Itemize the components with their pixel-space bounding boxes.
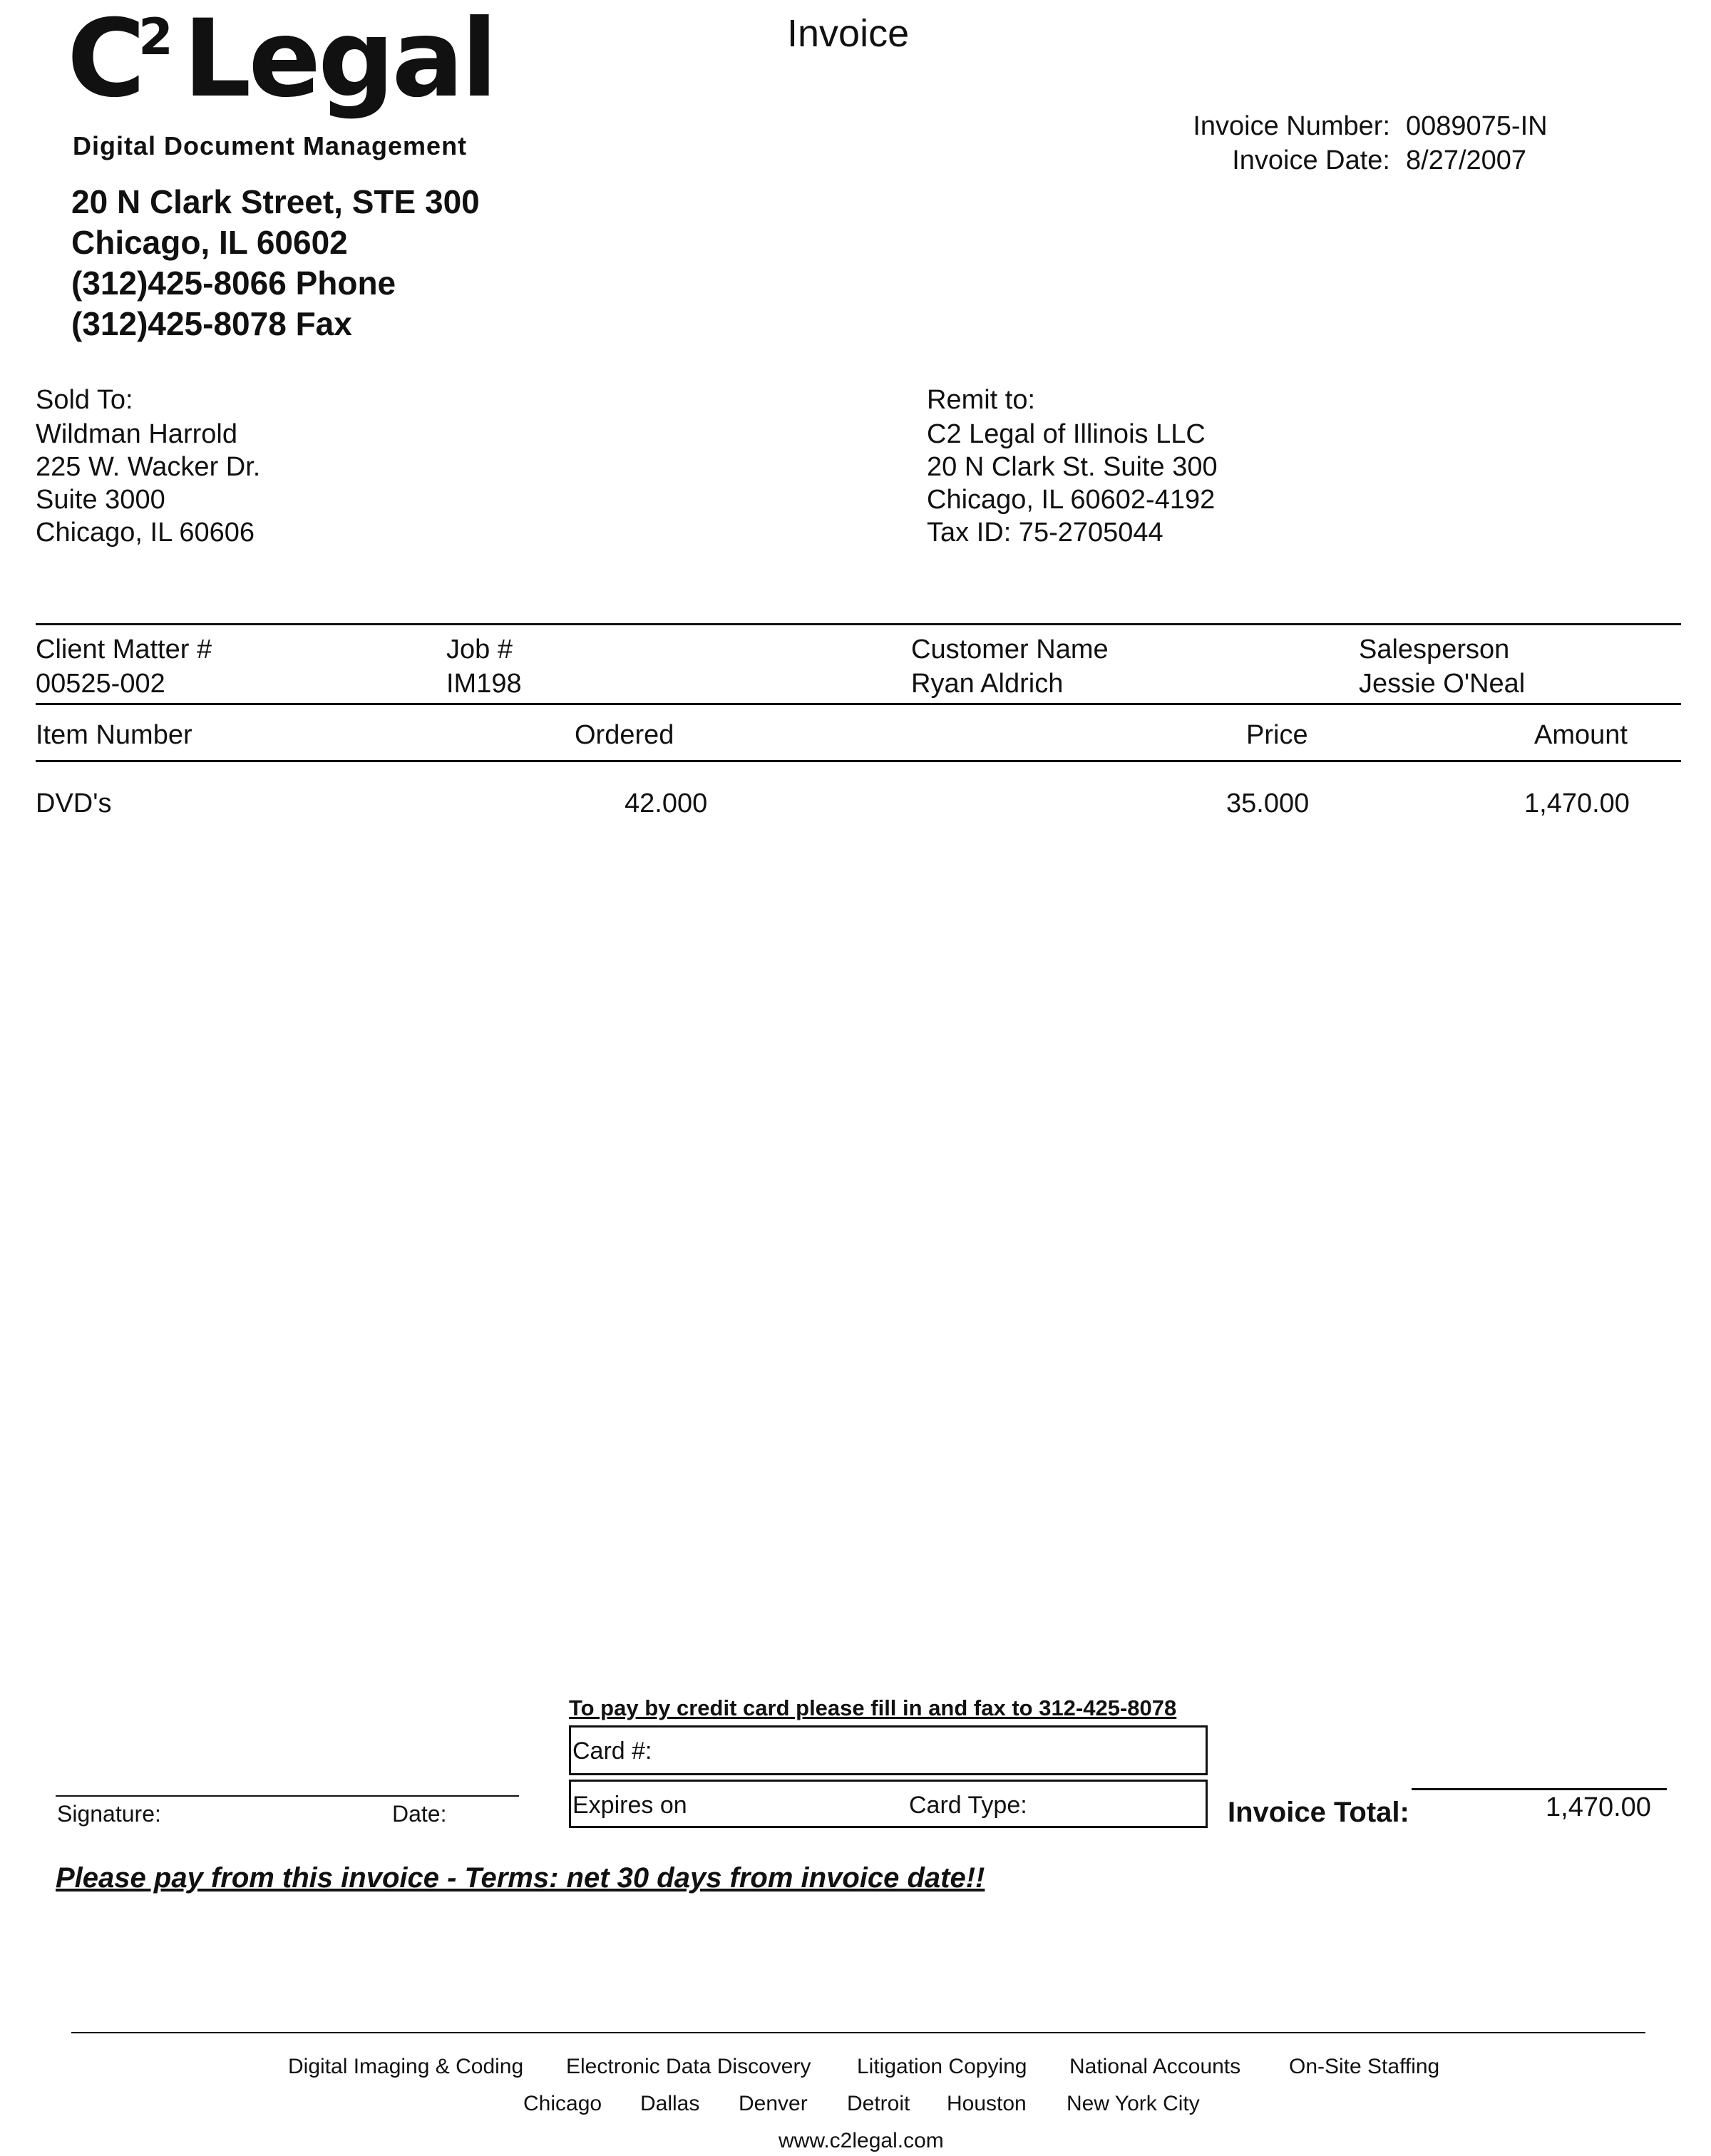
footer-service: On-Site Staffing [1289, 2055, 1440, 2078]
job-number-header: Job # [446, 635, 513, 664]
divider [36, 760, 1681, 762]
footer-city: Houston [947, 2092, 1027, 2115]
invoice-total-value: 1,470.00 [1546, 1792, 1651, 1822]
footer-city: Dallas [640, 2092, 700, 2115]
item-number: DVD's [36, 789, 112, 818]
document-title: Invoice [787, 12, 910, 55]
item-number-header: Item Number [36, 720, 192, 750]
credit-card-note: To pay by credit card please fill in and fax to 312-425-8078 [569, 1695, 1177, 1720]
footer-divider [71, 2032, 1645, 2033]
card-expiry-type-field[interactable] [569, 1780, 1208, 1828]
customer-name-value: Ryan Aldrich [911, 669, 1064, 699]
divider [36, 703, 1681, 705]
ordered-header: Ordered [575, 720, 674, 750]
signature-line [56, 1795, 519, 1797]
footer-city: New York City [1067, 2092, 1200, 2115]
sold-to-heading: Sold To: [36, 385, 133, 415]
customer-name-header: Customer Name [911, 635, 1109, 664]
company-tagline: Digital Document Management [73, 131, 468, 160]
footer-city: Denver [739, 2092, 808, 2115]
job-number-value: IM198 [446, 669, 522, 699]
remit-to-line: Chicago, IL 60602-4192 [927, 485, 1216, 515]
ordered-qty: 42.000 [625, 789, 708, 818]
footer-city: Detroit [847, 2092, 910, 2115]
salesperson-value: Jessie O'Neal [1359, 669, 1526, 699]
footer-city: Chicago [523, 2092, 602, 2115]
remit-to-tax-id: Tax ID: 75-2705044 [927, 518, 1163, 548]
card-type-label: Card Type: [909, 1792, 1027, 1819]
payment-terms: Please pay from this invoice - Terms: net 30 days from invoice date!! [56, 1862, 985, 1894]
company-logo: $C^2$ Legal [67, 0, 495, 121]
invoice-number-label: Invoice Number: [1193, 111, 1390, 141]
invoice-date-label: Invoice Date: [1232, 145, 1390, 175]
footer-service: Electronic Data Discovery [566, 2055, 811, 2078]
salesperson-header: Salesperson [1359, 635, 1510, 664]
sold-to-line: 225 W. Wacker Dr. [36, 452, 261, 482]
company-address-line: Chicago, IL 60602 [71, 224, 348, 261]
client-matter-header: Client Matter # [36, 635, 212, 664]
footer-website[interactable]: www.c2legal.com [779, 2129, 944, 2152]
price-header: Price [1246, 720, 1308, 750]
sold-to-line: Chicago, IL 60606 [36, 518, 255, 548]
total-line [1412, 1788, 1667, 1790]
expires-label: Expires on [572, 1792, 687, 1819]
invoice-number: 0089075-IN [1406, 111, 1548, 141]
line-amount: 1,470.00 [1524, 789, 1630, 818]
signature-label: Signature: [57, 1801, 161, 1827]
amount-header: Amount [1534, 720, 1628, 750]
date-label: Date: [392, 1801, 447, 1827]
footer-service: Digital Imaging & Coding [288, 2055, 524, 2078]
card-number-field[interactable] [569, 1725, 1208, 1775]
sold-to-line: Wildman Harrold [36, 419, 237, 449]
company-fax: (312)425-8078 Fax [71, 305, 352, 342]
divider [36, 623, 1681, 625]
company-phone: (312)425-8066 Phone [71, 265, 396, 302]
remit-to-line: 20 N Clark St. Suite 300 [927, 452, 1218, 482]
client-matter-value: 00525-002 [36, 669, 165, 699]
remit-to-line: C2 Legal of Illinois LLC [927, 419, 1206, 449]
invoice-date: 8/27/2007 [1406, 145, 1527, 175]
remit-to-heading: Remit to: [927, 385, 1036, 415]
footer-service: National Accounts [1069, 2055, 1241, 2078]
sold-to-line: Suite 3000 [36, 485, 165, 515]
invoice-total-label: Invoice Total: [1228, 1797, 1409, 1828]
company-address-line: 20 N Clark Street, STE 300 [71, 183, 480, 220]
unit-price: 35.000 [1226, 789, 1310, 818]
card-number-label: Card #: [572, 1737, 652, 1765]
footer-service: Litigation Copying [857, 2055, 1027, 2078]
